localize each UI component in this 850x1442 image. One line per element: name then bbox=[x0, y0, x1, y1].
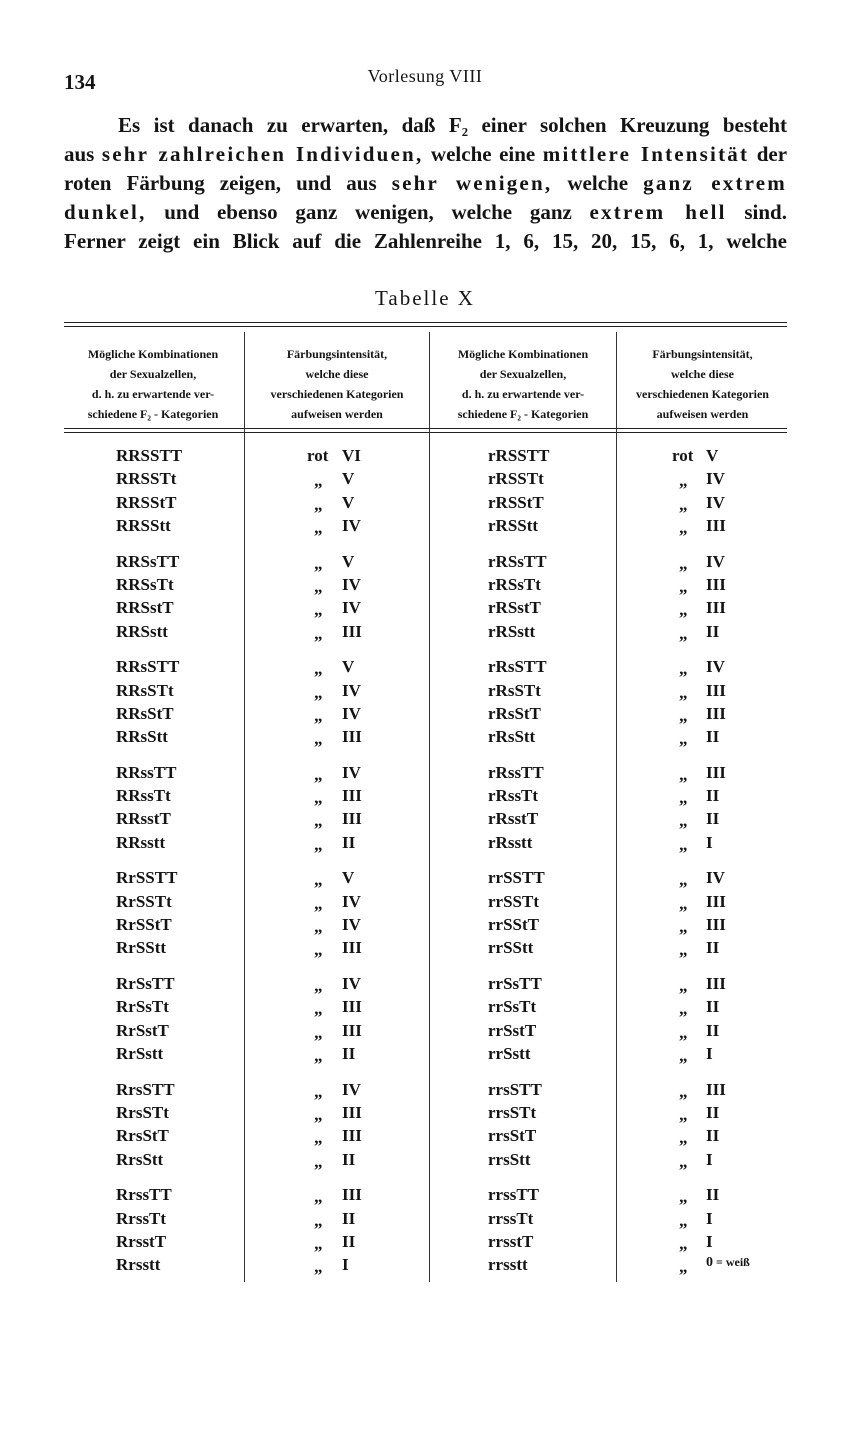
header-line: d. h. zu erwartende ver- bbox=[461, 387, 585, 401]
ditto-mark: „ bbox=[679, 940, 688, 960]
intensity-cell: V bbox=[342, 492, 355, 512]
genotype-cell: rrSStT bbox=[488, 915, 539, 934]
ditto-mark: „ bbox=[679, 788, 688, 808]
ditto-mark: „ bbox=[314, 940, 323, 960]
ditto-mark: „ bbox=[314, 517, 323, 537]
genotype-cell: RrSstT bbox=[116, 1020, 169, 1040]
ditto-mark: „ bbox=[314, 1151, 323, 1171]
genotype-cell: RRSStT bbox=[116, 492, 177, 512]
genotype-cell: RRSSTT bbox=[116, 446, 183, 465]
ditto-mark: „ bbox=[679, 729, 688, 749]
intensity-cell: IV bbox=[706, 469, 725, 489]
intensity-cell: III bbox=[706, 680, 726, 700]
ditto-mark: „ bbox=[679, 600, 688, 620]
ditto-mark: „ bbox=[679, 893, 688, 913]
ditto-mark: „ bbox=[314, 1128, 323, 1148]
intensity-cell: III bbox=[706, 515, 726, 535]
intensity-cell: III bbox=[706, 1079, 726, 1099]
intensity-cell: II bbox=[706, 938, 720, 958]
intensity-cell: 0 = weiß bbox=[706, 1255, 750, 1271]
genotype-cell: rrsStT bbox=[488, 1126, 537, 1146]
genotype-cell: rrsSTT bbox=[488, 1079, 542, 1099]
intensity-cell: III bbox=[706, 574, 726, 594]
ditto-mark: „ bbox=[314, 471, 323, 491]
ditto-mark: „ bbox=[314, 705, 323, 725]
ditto-mark: „ bbox=[314, 788, 323, 808]
ditto-mark: „ bbox=[314, 917, 323, 936]
intensity-cell: III bbox=[342, 997, 362, 1017]
top-rule bbox=[64, 322, 787, 323]
genotype-cell: rrsstt bbox=[488, 1255, 528, 1275]
genotype-cell: RRsstT bbox=[116, 809, 171, 829]
genotype-cell: RrSSTT bbox=[116, 868, 178, 888]
ditto-mark: „ bbox=[314, 811, 323, 831]
intensity-cell: III bbox=[706, 915, 726, 934]
intensity-cell: IV bbox=[342, 762, 361, 782]
ditto-mark: „ bbox=[679, 705, 688, 725]
intensity-cell: III bbox=[706, 598, 726, 618]
genotype-cell: rRSstT bbox=[488, 598, 541, 618]
ditto-mark: „ bbox=[679, 764, 688, 784]
intensity-cell: IV bbox=[706, 868, 725, 888]
intensity-cell: IV bbox=[706, 551, 725, 571]
genotype-cell: RrssTt bbox=[116, 1208, 167, 1228]
genotype-cell: RRSStt bbox=[116, 515, 171, 535]
table-title: Tabelle X bbox=[375, 286, 475, 310]
ditto-mark: „ bbox=[314, 494, 323, 514]
intensity-cell: V bbox=[342, 551, 355, 571]
intensity-cell: III bbox=[342, 786, 362, 806]
genotype-cell: rRsstt bbox=[488, 832, 533, 852]
intensity-cell: I bbox=[342, 1255, 349, 1275]
intensity-cell: II bbox=[706, 1185, 720, 1205]
text-segment: roten Färbung zeigen, und aus bbox=[64, 171, 377, 195]
genotype-cell: RrSStT bbox=[116, 915, 172, 934]
emphasis-spaced: extrem hell bbox=[589, 200, 727, 224]
genotype-cell: RRssTt bbox=[116, 786, 171, 806]
ditto-mark: „ bbox=[314, 1210, 323, 1230]
genotype-cell: rRsSTT bbox=[488, 657, 547, 677]
ditto-mark: „ bbox=[679, 834, 688, 854]
ditto-mark: „ bbox=[679, 576, 688, 596]
intensity-cell: II bbox=[706, 621, 720, 641]
intensity-cell: IV bbox=[342, 680, 361, 700]
intensity-cell: III bbox=[706, 974, 726, 993]
genotype-cell: RrsStT bbox=[116, 1126, 169, 1146]
header-line: welche diese bbox=[305, 367, 369, 381]
genotype-cell: rRSSTt bbox=[488, 469, 544, 489]
ditto-mark: „ bbox=[314, 729, 323, 749]
ditto-mark: „ bbox=[314, 1022, 323, 1042]
header-line: der Sexualzellen, bbox=[109, 367, 197, 381]
header-line: schiedene F₂ - Kategorien bbox=[87, 407, 219, 421]
ditto-mark: „ bbox=[679, 494, 688, 514]
intensity-cell: IV bbox=[342, 974, 361, 993]
genotype-cell: RRsSTt bbox=[116, 680, 174, 700]
ditto-mark: „ bbox=[679, 1128, 688, 1148]
ditto-mark: „ bbox=[679, 999, 688, 1019]
intensity-cell: III bbox=[342, 727, 362, 747]
header-line: verschiedenen Kategorien bbox=[636, 387, 769, 401]
header-line: der Sexualzellen, bbox=[479, 367, 567, 381]
paragraph-line-4 bbox=[64, 198, 787, 227]
ditto-mark: „ bbox=[679, 1081, 688, 1101]
ditto-mark: „ bbox=[314, 576, 323, 596]
intensity-cell: II bbox=[706, 727, 720, 747]
intensity-cell: I bbox=[706, 1149, 713, 1169]
ditto-mark: „ bbox=[314, 1045, 323, 1065]
header-col-1 bbox=[64, 344, 242, 424]
intensity-cell: II bbox=[342, 1208, 356, 1228]
genotype-cell: RrsStt bbox=[116, 1149, 164, 1169]
intensity-cell: VI bbox=[342, 446, 361, 465]
genotype-cell: rRsStT bbox=[488, 703, 541, 723]
paragraph-line-3 bbox=[64, 169, 787, 198]
ditto-mark: „ bbox=[679, 1045, 688, 1065]
intensity-cell: IV bbox=[342, 598, 361, 618]
ditto-mark: „ bbox=[679, 1233, 688, 1253]
genotype-cell: rrSstt bbox=[488, 1043, 531, 1063]
intensity-cell: III bbox=[342, 938, 362, 958]
intensity-cell: I bbox=[706, 1043, 713, 1063]
ditto-mark: „ bbox=[679, 917, 688, 936]
genotype-cell: rrSStt bbox=[488, 938, 534, 958]
intensity-cell: V bbox=[706, 446, 719, 465]
header-line: d. h. zu erwartende ver- bbox=[91, 387, 215, 401]
genotype-cell: RrSSTt bbox=[116, 891, 172, 911]
genotype-cell: rRsSTt bbox=[488, 680, 541, 700]
ditto-mark: „ bbox=[314, 976, 323, 995]
genotype-cell: RRSstt bbox=[116, 621, 168, 641]
genotype-cell: rRSsTt bbox=[488, 574, 541, 594]
running-head: Vorlesung VIII bbox=[367, 66, 483, 86]
ditto-mark: „ bbox=[314, 893, 323, 913]
ditto-mark: „ bbox=[679, 1151, 688, 1171]
genotype-cell: rRSstt bbox=[488, 621, 536, 641]
intensity-cell: IV bbox=[342, 1079, 361, 1099]
ditto-mark: „ bbox=[314, 1081, 323, 1101]
ditto-mark: „ bbox=[314, 600, 323, 620]
genotype-cell: RRsSTT bbox=[116, 657, 180, 677]
emphasis-spaced: dunkel, bbox=[64, 200, 147, 224]
genotype-cell: RRsStT bbox=[116, 703, 174, 723]
text-segment: sind. bbox=[744, 200, 787, 224]
text-segment: und ebenso ganz wenigen, welche ganz bbox=[164, 200, 572, 224]
ditto-mark: „ bbox=[314, 682, 323, 702]
header-rule bbox=[64, 428, 787, 429]
genotype-cell: RRSSTt bbox=[116, 469, 177, 489]
ditto-mark: „ bbox=[679, 1104, 688, 1124]
genotype-cell: rRSsTT bbox=[488, 551, 547, 571]
header-line: welche diese bbox=[671, 367, 734, 381]
genotype-cell: RRSsTt bbox=[116, 574, 174, 594]
genotype-cell: RrsSTT bbox=[116, 1079, 175, 1099]
header-line: Färbungsintensität, bbox=[286, 347, 388, 361]
genotype-cell: rRsstT bbox=[488, 809, 539, 829]
header-line: Mögliche Kombinationen bbox=[457, 347, 589, 361]
header-line: Mögliche Kombinationen bbox=[87, 347, 219, 361]
genotype-cell: rRssTT bbox=[488, 762, 544, 782]
intensity-cell: IV bbox=[342, 703, 361, 723]
ditto-mark: „ bbox=[314, 764, 323, 784]
intensity-cell: IV bbox=[342, 891, 361, 911]
text-segment: aus bbox=[64, 142, 95, 166]
genotype-cell: rrSstT bbox=[488, 1020, 537, 1040]
intensity-cell: III bbox=[706, 762, 726, 782]
header-line: verschiedenen Kategorien bbox=[270, 387, 404, 401]
intensity-cell: III bbox=[342, 621, 362, 641]
paragraph-line-5: Ferner zeigt ein Blick auf die Zahlenreihe 1, 6, 15, 20, 15, 6, 1, welche bbox=[64, 229, 787, 253]
column-divider bbox=[244, 332, 245, 1282]
genotype-cell: RrSStt bbox=[116, 938, 167, 958]
intensity-cell: IV bbox=[706, 492, 725, 512]
ditto-mark: „ bbox=[314, 623, 323, 643]
genotype-cell: RRssTT bbox=[116, 762, 177, 782]
header-line: aufweisen werden bbox=[291, 407, 383, 421]
ditto-mark: „ bbox=[679, 553, 688, 573]
header-col-3 bbox=[431, 344, 615, 424]
genotype-cell: rRsStt bbox=[488, 727, 536, 747]
column-divider bbox=[429, 332, 430, 1282]
intensity-cell: II bbox=[342, 1043, 356, 1063]
intensity-cell: II bbox=[706, 997, 720, 1017]
ditto-mark: „ bbox=[679, 659, 688, 679]
ditto-mark: „ bbox=[679, 1187, 688, 1207]
genotype-cell: rrssTt bbox=[488, 1208, 534, 1228]
ditto-mark: „ bbox=[314, 1104, 323, 1124]
body-paragraph bbox=[64, 111, 787, 256]
intensity-cell: III bbox=[342, 1126, 362, 1146]
ditto-mark: „ bbox=[679, 682, 688, 702]
intensity-cell: IV bbox=[342, 515, 361, 535]
genotype-cell: RrssTT bbox=[116, 1185, 172, 1205]
emphasis-spaced: mittlere Intensität bbox=[542, 142, 750, 166]
genotype-cell: rrSSTt bbox=[488, 891, 539, 911]
intensity-cell: II bbox=[342, 1231, 356, 1251]
intensity-cell: III bbox=[342, 1102, 362, 1122]
intensity-cell: III bbox=[342, 1020, 362, 1040]
intensity-cell: III bbox=[342, 1185, 362, 1205]
intensity-cell: I bbox=[706, 832, 713, 852]
genotype-cell: rRSStt bbox=[488, 515, 539, 535]
intensity-cell: I bbox=[706, 1208, 713, 1228]
color-word: rot bbox=[672, 446, 694, 465]
ditto-mark: „ bbox=[679, 623, 688, 643]
header-col-2 bbox=[246, 344, 428, 424]
intensity-cell: V bbox=[342, 469, 355, 489]
column-divider bbox=[616, 332, 617, 1282]
genotype-cell: rrSSTT bbox=[488, 868, 545, 888]
intensity-cell: IV bbox=[342, 574, 361, 594]
intensity-cell: II bbox=[342, 1149, 356, 1169]
ditto-mark: „ bbox=[314, 659, 323, 679]
ditto-mark: „ bbox=[314, 1187, 323, 1207]
header-line: Färbungsintensität, bbox=[652, 347, 753, 361]
ditto-mark: „ bbox=[679, 811, 688, 831]
intensity-cell: III bbox=[706, 703, 726, 723]
genotype-cell: RrsSTt bbox=[116, 1102, 169, 1122]
genotype-cell: rrSsTT bbox=[488, 974, 542, 993]
paragraph-line-1: Es ist danach zu erwarten, daß F₂ einer solchen Kreuzung besteht bbox=[118, 113, 787, 137]
genotype-cell: RRSstT bbox=[116, 598, 174, 618]
ditto-mark: „ bbox=[314, 1233, 323, 1253]
header-rule-inner bbox=[64, 432, 787, 433]
header-line: schiedene F₂ - Kategorien bbox=[457, 407, 589, 421]
genotype-cell: RrSsTt bbox=[116, 997, 169, 1017]
intensity-cell: II bbox=[706, 786, 720, 806]
text-segment: welche eine bbox=[430, 142, 536, 166]
ditto-mark: „ bbox=[314, 834, 323, 854]
intensity-cell: I bbox=[706, 1231, 713, 1251]
white-note: = weiß bbox=[713, 1255, 750, 1270]
genotype-cell: rrSsTt bbox=[488, 997, 537, 1017]
genotype-cell: RrSsTT bbox=[116, 974, 175, 993]
genotype-cell: Rrsstt bbox=[116, 1255, 161, 1275]
intensity-cell: II bbox=[706, 1020, 720, 1040]
genotype-cell: rRssTt bbox=[488, 786, 539, 806]
header-line: aufweisen werden bbox=[656, 407, 749, 421]
genotype-cell: rrsSTt bbox=[488, 1102, 537, 1122]
genotype-cell: rrssTT bbox=[488, 1185, 539, 1205]
text-segment: welche bbox=[567, 171, 629, 195]
intensity-cell: II bbox=[706, 809, 720, 829]
ditto-mark: „ bbox=[314, 553, 323, 573]
text-segment: der bbox=[756, 142, 788, 166]
data-table bbox=[64, 322, 787, 1282]
ditto-mark: „ bbox=[679, 1022, 688, 1042]
emphasis-spaced: sehr zahlreichen Individuen, bbox=[101, 142, 424, 166]
top-rule-inner bbox=[64, 326, 787, 327]
ditto-mark: „ bbox=[679, 471, 688, 491]
genotype-cell: rRSStT bbox=[488, 492, 544, 512]
intensity-cell: II bbox=[342, 832, 356, 852]
paragraph-line-2 bbox=[64, 140, 787, 169]
intensity-cell: IV bbox=[342, 915, 361, 934]
genotype-cell: rrsStt bbox=[488, 1149, 531, 1169]
genotype-cell: RrsstT bbox=[116, 1231, 167, 1251]
ditto-mark: „ bbox=[314, 870, 323, 890]
intensity-cell: II bbox=[706, 1102, 720, 1122]
genotype-cell: RrSstt bbox=[116, 1043, 164, 1063]
emphasis-spaced: ganz extrem bbox=[643, 171, 787, 195]
genotype-cell: RRsStt bbox=[116, 727, 168, 747]
genotype-cell: RRsstt bbox=[116, 832, 166, 852]
genotype-cell: rRSSTT bbox=[488, 446, 550, 465]
ditto-mark: „ bbox=[314, 999, 323, 1019]
ditto-mark: „ bbox=[679, 1257, 688, 1277]
page-number: 134 bbox=[64, 70, 96, 94]
intensity-cell: IV bbox=[706, 657, 725, 677]
ditto-mark: „ bbox=[679, 976, 688, 995]
ditto-mark: „ bbox=[679, 517, 688, 537]
ditto-mark: „ bbox=[679, 870, 688, 890]
header-col-4 bbox=[618, 344, 787, 424]
emphasis-spaced: sehr wenigen, bbox=[391, 171, 553, 195]
intensity-cell: V bbox=[342, 657, 355, 677]
genotype-cell: rrsstT bbox=[488, 1231, 534, 1251]
ditto-mark: „ bbox=[314, 1257, 323, 1277]
intensity-cell: III bbox=[342, 809, 362, 829]
genotype-cell: RRSsTT bbox=[116, 551, 180, 571]
intensity-cell: II bbox=[706, 1126, 720, 1146]
ditto-mark: „ bbox=[679, 1210, 688, 1230]
intensity-cell: III bbox=[706, 891, 726, 911]
intensity-cell: V bbox=[342, 868, 355, 888]
color-word: rot bbox=[307, 446, 329, 465]
